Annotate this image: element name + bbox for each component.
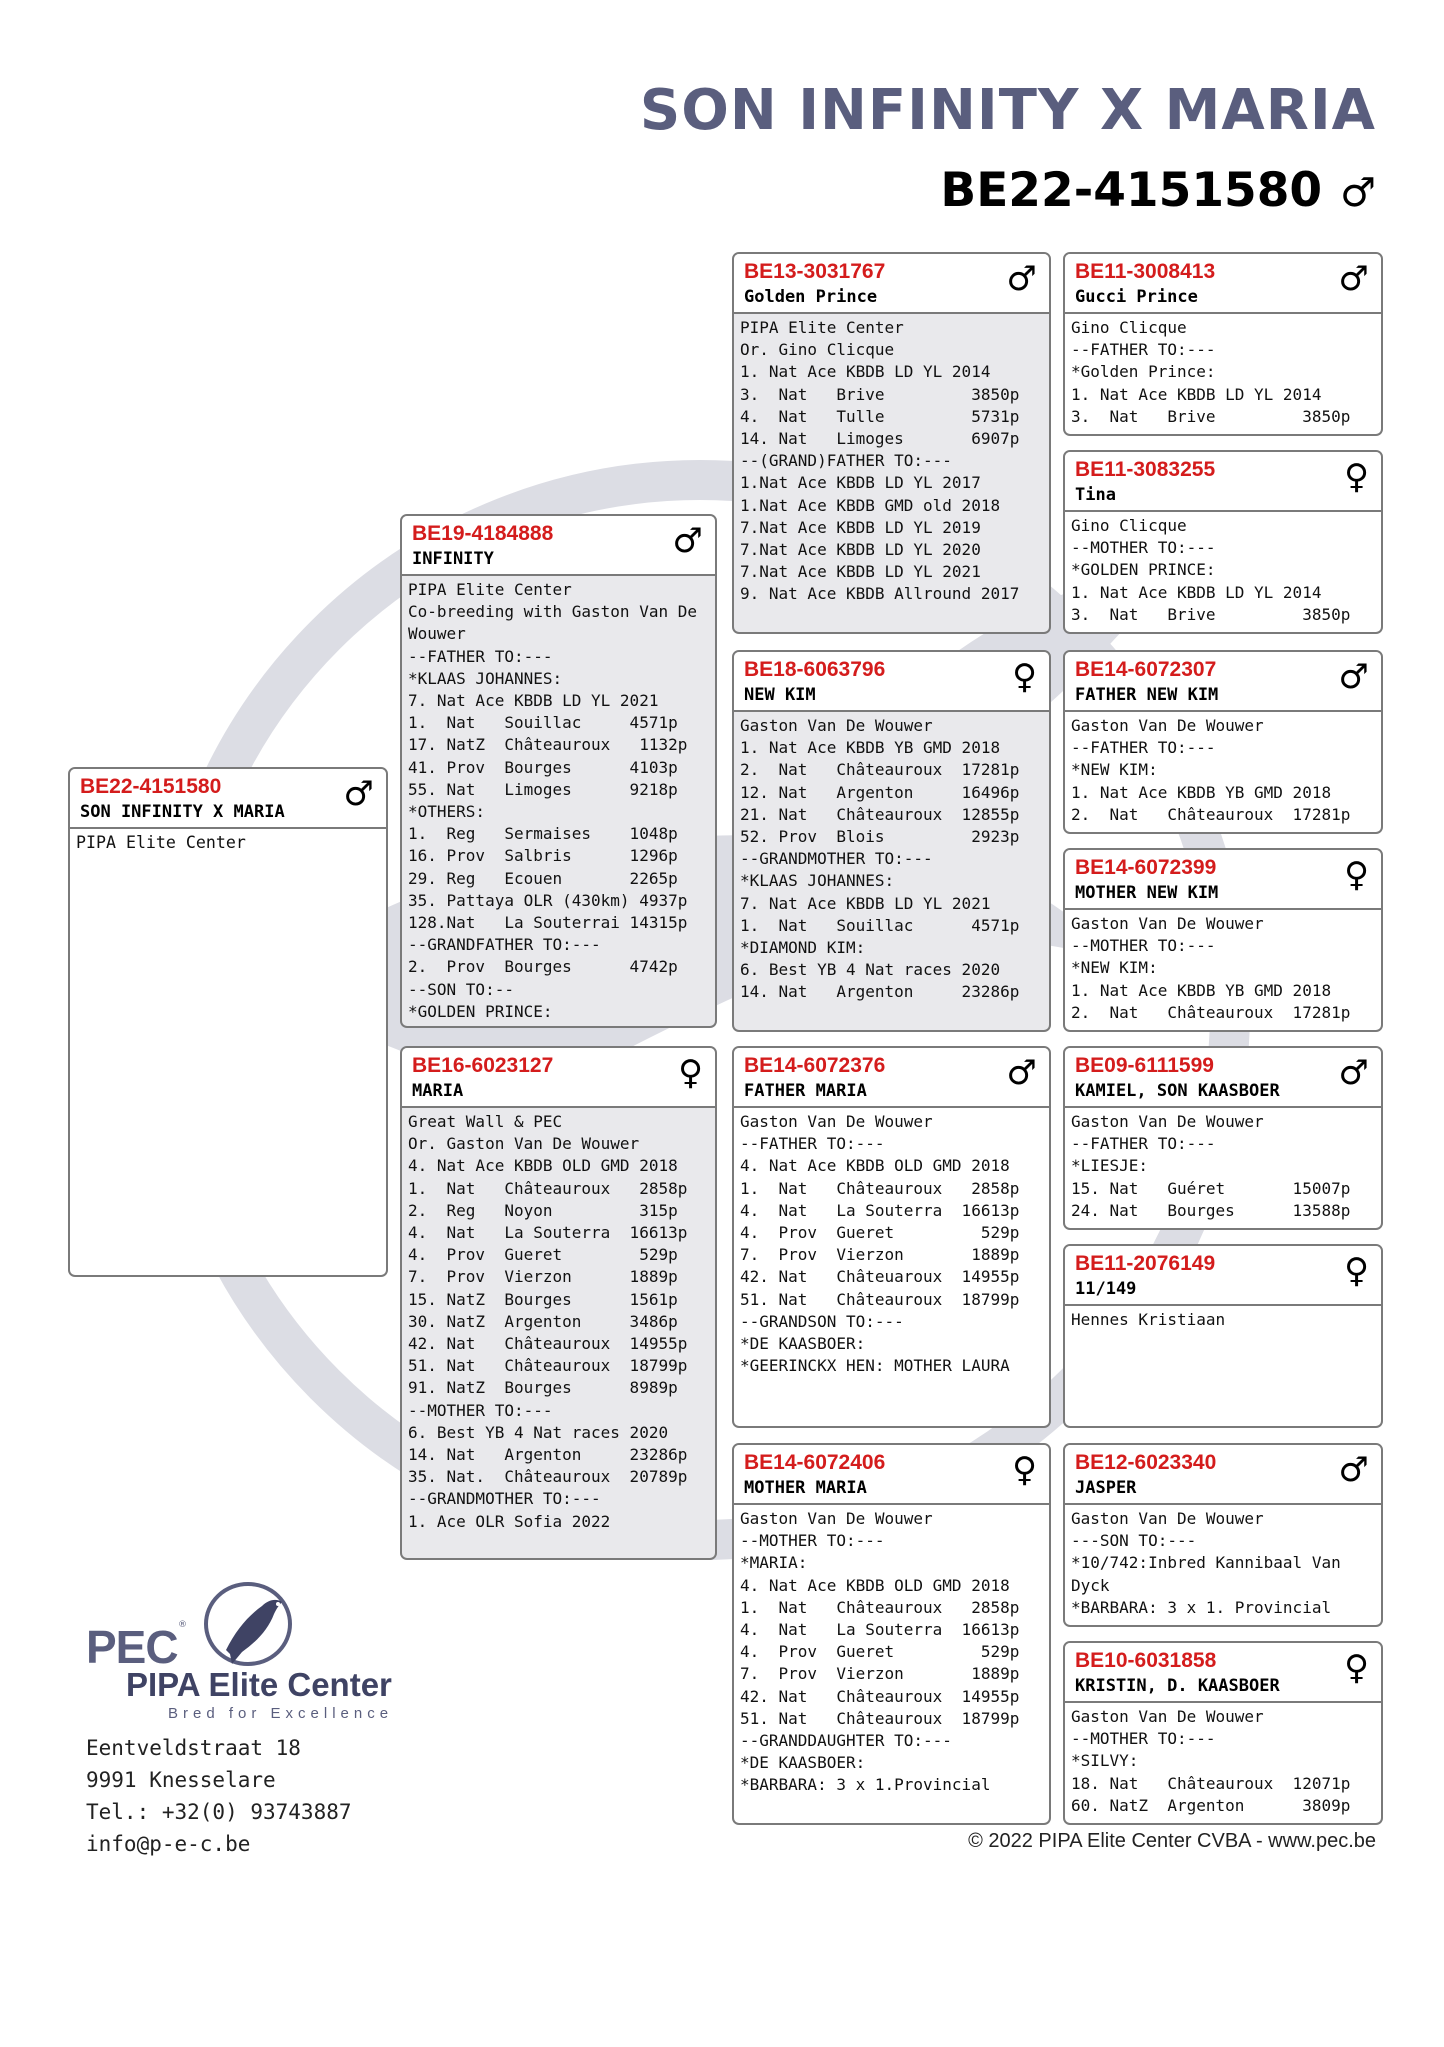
- pigeon-card-maternal-grandfather[interactable]: [732, 1046, 1051, 1428]
- pigeon-name: FATHER MARIA: [744, 1081, 867, 1101]
- pigeon-name: Gucci Prince: [1075, 287, 1198, 307]
- sex-icon: ♀: [1012, 1450, 1037, 1490]
- logo-short: PEC: [86, 1621, 178, 1673]
- company-logo: [82, 1580, 422, 1720]
- pedigree-notes: Gaston Van De Wouwer ---SON TO:--- *10/742:Inbred Kannibaal Van Dyck *BARBARA: 3 x 1. Provincial: [1071, 1509, 1341, 1617]
- pigeon-name: MARIA: [412, 1081, 464, 1101]
- pedigree-notes: Gino Clicque --FATHER TO:--- *Golden Prince: 1. Nat Ace KBDB LD YL 2014 3. Nat Brive 3850p: [1071, 318, 1351, 426]
- pigeon-card-subject[interactable]: [68, 767, 388, 1277]
- ring-number: BE13-3031767: [744, 260, 886, 283]
- ring-number-heading: [940, 163, 1376, 218]
- pigeon-name: INFINITY: [412, 549, 494, 569]
- pigeon-name: KRISTIN, D. KAASBOER: [1075, 1676, 1280, 1696]
- pedigree-notes: PIPA Elite Center: [76, 833, 246, 852]
- pedigree-notes: Gino Clicque --MOTHER TO:--- *GOLDEN PRINCE: 1. Nat Ace KBDB LD YL 2014 3. Nat Brive 3850p: [1071, 516, 1351, 624]
- pigeon-card-ggp-2[interactable]: [1063, 450, 1383, 634]
- sex-icon: ♂: [1338, 1053, 1369, 1093]
- pedigree-notes: PIPA Elite Center Or. Gino Clicque 1. Nat Ace KBDB LD YL 2014 3. Nat Brive 3850p 4. Nat Tulle 5731p 14. Nat Limoges 6907p --(GRAND)FATHER TO:--- 1.Nat Ace KBDB LD YL 2017 1.Nat Ace KBDB GMD old 2018 7.Nat Ace KBDB LD YL 2019 7.Nat Ace KBDB LD YL 2020 7.Nat Ace KBDB LD YL 2021 9. Nat Ace KBDB Allround 2017: [740, 318, 1020, 604]
- pigeon-card-ggp-6[interactable]: [1063, 1244, 1383, 1428]
- pedigree-notes: Gaston Van De Wouwer --MOTHER TO:--- *NEW KIM: 1. Nat Ace KBDB YB GMD 2018 2. Nat Châteauroux 17281p: [1071, 914, 1351, 1022]
- pigeon-name: Golden Prince: [744, 287, 878, 307]
- city: 9991 Knesselare: [86, 1768, 276, 1792]
- pigeon-card-paternal-grandmother[interactable]: [732, 650, 1051, 1032]
- sex-icon: ♀: [1012, 657, 1037, 697]
- sex-icon: ♀: [1344, 1648, 1369, 1688]
- page-title: SON INFINITY X MARIA: [639, 78, 1376, 143]
- ring-number: BE14-6072406: [744, 1451, 886, 1474]
- sex-icon: ♀: [678, 1053, 703, 1093]
- ring-number: BE14-6072376: [744, 1054, 886, 1077]
- sex-icon: ♂: [1006, 1053, 1037, 1093]
- phone: Tel.: +32(0) 93743887: [86, 1800, 352, 1824]
- pigeon-card-ggp-5[interactable]: [1063, 1046, 1383, 1230]
- pedigree-notes: PIPA Elite Center Co-breeding with Gaston Van De Wouwer --FATHER TO:--- *KLAAS JOHANNES: 7. Nat Ace KBDB LD YL 2021 1. Nat Souillac 4571p 17. NatZ Châteauroux 1132p 41. Prov Bourges 4103p 55. Nat Limoges 9218p *OTHERS: 1. Reg Sermaises 1048p 16. Prov Salbris 1296p 29. Reg Ecouen 2265p 35. Pattaya OLR (430km) 4937p 128.Nat La Souterrai 14315p --GRANDFATHER TO:--- 2. Prov Bourges 4742p --SON TO:-- *GOLDEN PRINCE:: [408, 580, 697, 1021]
- pigeon-name: SON INFINITY X MARIA: [80, 802, 285, 822]
- pigeon-name: KAMIEL, SON KAASBOER: [1075, 1081, 1280, 1101]
- ring-number: BE11-2076149: [1075, 1252, 1216, 1275]
- email-link[interactable]: info@p-e-c.be: [86, 1832, 251, 1856]
- ring-number: BE22-4151580: [940, 163, 1323, 218]
- pedigree-notes: Gaston Van De Wouwer --FATHER TO:--- *LIESJE: 15. Nat Guéret 15007p 24. Nat Bourges 13588p: [1071, 1112, 1351, 1220]
- logo-tagline: Bred for Excellence: [168, 1705, 394, 1722]
- ring-number: BE12-6023340: [1075, 1451, 1217, 1474]
- sex-icon: ♀: [1344, 1251, 1369, 1291]
- sex-icon: ♂: [1338, 657, 1369, 697]
- sex-icon: ♂: [1338, 259, 1369, 299]
- pigeon-name: MOTHER MARIA: [744, 1478, 867, 1498]
- pigeon-card-ggp-1[interactable]: [1063, 252, 1383, 436]
- ring-number: BE14-6072307: [1075, 658, 1217, 681]
- ring-number: BE11-3008413: [1075, 260, 1216, 283]
- sex-icon: ♂: [343, 774, 374, 814]
- sex-icon: ♀: [1344, 855, 1369, 895]
- pigeon-icon: [186, 1580, 306, 1672]
- ring-number: BE16-6023127: [412, 1054, 554, 1077]
- ring-number: BE10-6031858: [1075, 1649, 1217, 1672]
- contact-address: [86, 1732, 352, 1860]
- pigeon-name: Tina: [1075, 485, 1116, 505]
- pigeon-card-paternal-grandfather[interactable]: [732, 252, 1051, 634]
- registered-mark: ®: [178, 1620, 187, 1630]
- pigeon-name: FATHER NEW KIM: [1075, 685, 1219, 705]
- sex-icon: ♂: [672, 521, 703, 561]
- pigeon-name: 11/149: [1075, 1279, 1137, 1299]
- pedigree-notes: Gaston Van De Wouwer --FATHER TO:--- 4. Nat Ace KBDB OLD GMD 2018 1. Nat Châteauroux 2858p 4. Nat La Souterra 16613p 4. Prov Gueret 529p 7. Prov Vierzon 1889p 42. Nat Châteuaroux 14955p 51. Nat Châteauroux 18799p --GRANDSON TO:--- *DE KAASBOER: *GEERINCKX HEN: MOTHER LAURA: [740, 1112, 1020, 1376]
- pedigree-notes: Gaston Van De Wouwer 1. Nat Ace KBDB YB GMD 2018 2. Nat Châteauroux 17281p 12. Nat Argenton 16496p 21. Nat Châteauroux 12855p 52. Prov Blois 2923p --GRANDMOTHER TO:--- *KLAAS JOHANNES: 7. Nat Ace KBDB LD YL 2021 1. Nat Souillac 4571p *DIAMOND KIM: 6. Best YB 4 Nat races 2020 14. Nat Argenton 23286p: [740, 716, 1020, 1002]
- pedigree-notes: Gaston Van De Wouwer --MOTHER TO:--- *SILVY: 18. Nat Châteauroux 12071p 60. NatZ Argenton 3809p: [1071, 1707, 1351, 1815]
- pigeon-card-ggp-4[interactable]: [1063, 848, 1383, 1032]
- pigeon-card-mother[interactable]: [400, 1046, 717, 1560]
- pedigree-notes: Gaston Van De Wouwer --FATHER TO:--- *NEW KIM: 1. Nat Ace KBDB YB GMD 2018 2. Nat Châteauroux 17281p: [1071, 716, 1351, 824]
- pigeon-card-ggp-8[interactable]: [1063, 1641, 1383, 1825]
- pigeon-name: MOTHER NEW KIM: [1075, 883, 1219, 903]
- ring-number: BE11-3083255: [1075, 458, 1216, 481]
- pedigree-notes: Hennes Kristiaan: [1071, 1310, 1226, 1329]
- sex-icon: ♂: [1006, 259, 1037, 299]
- ring-number: BE18-6063796: [744, 658, 886, 681]
- pigeon-card-father[interactable]: [400, 514, 717, 1028]
- ring-number: BE22-4151580: [80, 775, 222, 798]
- pigeon-card-ggp-3[interactable]: [1063, 650, 1383, 834]
- ring-number: BE09-6111599: [1075, 1054, 1214, 1077]
- pedigree-notes: Great Wall & PEC Or. Gaston Van De Wouwer 4. Nat Ace KBDB OLD GMD 2018 1. Nat Châteauroux 2858p 2. Reg Noyon 315p 4. Nat La Souterra 16613p 4. Prov Gueret 529p 7. Prov Vierzon 1889p 15. NatZ Bourges 1561p 30. NatZ Argenton 3486p 42. Nat Châteauroux 14955p 51. Nat Châteauroux 18799p 91. NatZ Bourges 8989p --MOTHER TO:--- 6. Best YB 4 Nat races 2020 14. Nat Argenton 23286p 35. Nat. Châteauroux 20789p --GRANDMOTHER TO:--- 1. Ace OLR Sofia 2022: [408, 1112, 688, 1531]
- sex-icon: ♀: [1344, 457, 1369, 497]
- pigeon-card-maternal-grandmother[interactable]: [732, 1443, 1051, 1825]
- copyright-footer: © 2022 PIPA Elite Center CVBA - www.pec.be: [968, 1830, 1376, 1852]
- pigeon-name: JASPER: [1075, 1478, 1137, 1498]
- male-icon: ♂: [1340, 170, 1376, 216]
- pedigree-notes: Gaston Van De Wouwer --MOTHER TO:--- *MARIA: 4. Nat Ace KBDB OLD GMD 2018 1. Nat Châteauroux 2858p 4. Nat La Souterra 16613p 4. Prov Gueret 529p 7. Prov Vierzon 1889p 42. Nat Châteauroux 14955p 51. Nat Châteauroux 18799p --GRANDDAUGHTER TO:--- *DE KAASBOER: *BARBARA: 3 x 1.Provincial: [740, 1509, 1020, 1795]
- logo-name: PIPA Elite Center: [126, 1666, 392, 1703]
- pigeon-name: NEW KIM: [744, 685, 816, 705]
- sex-icon: ♂: [1338, 1450, 1369, 1490]
- ring-number: BE19-4184888: [412, 522, 554, 545]
- pigeon-card-ggp-7[interactable]: [1063, 1443, 1383, 1627]
- ring-number: BE14-6072399: [1075, 856, 1217, 879]
- street: Eentveldstraat 18: [86, 1736, 301, 1760]
